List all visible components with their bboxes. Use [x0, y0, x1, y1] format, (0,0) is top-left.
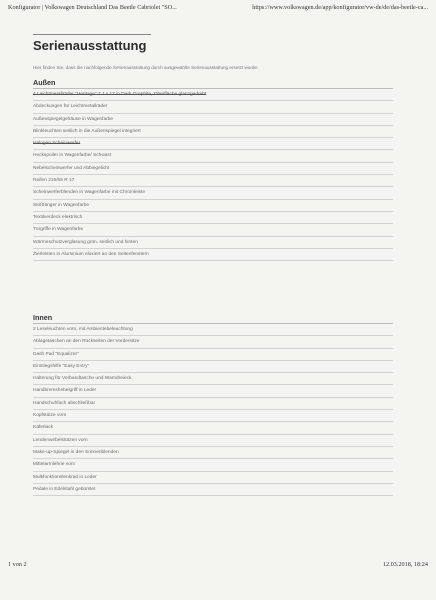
list-item: Wärmeschutzverglasung grün, seitlich und hinten	[33, 237, 393, 249]
page-number: 1 von 2	[8, 561, 27, 568]
page-title: Serienausstattung	[33, 38, 147, 53]
equipment-list	[33, 89, 393, 261]
list-item: Außenspiegelgehäuse in Wagenfarbe	[33, 114, 393, 126]
list-item: Ablagetaschen an den Rückseiten der Vordersitze	[33, 336, 393, 348]
section-heading: Außen	[33, 77, 393, 89]
list-item: Zierleisten in Aluminium eloxiert an den Seitenfenstern	[33, 249, 393, 261]
list-item: Handschuhfach abschließbar	[33, 398, 393, 410]
print-header	[8, 4, 428, 11]
list-item: Stoßfänger in Wagenfarbe	[33, 200, 393, 212]
section-heading: Innen	[33, 312, 393, 324]
list-item: Mittelarmlehne vorn	[33, 459, 393, 471]
list-item: Reifen 215/55 R 17	[33, 175, 393, 187]
title-divider	[33, 34, 151, 35]
print-footer	[8, 561, 428, 568]
list-item: Lendenwirbelstützen vorn	[33, 435, 393, 447]
list-item: Textilverdeck elektrisch	[33, 212, 393, 224]
list-item: Käferlack	[33, 422, 393, 434]
list-item: Abdeckungen für Leichtmetallräder	[33, 101, 393, 113]
equipment-list	[33, 324, 393, 496]
list-item: Multifunktionslenkrad in Leder	[33, 472, 393, 484]
list-item: 4 Leichtmetallräder "Heritage" 7 J x 17 in Dark Graphite, Oberfläche glanzgedreht	[33, 89, 393, 101]
list-item: Einstiegshilfe "Easy Entry"	[33, 361, 393, 373]
list-item: Dash Pad "Equalizer"	[33, 349, 393, 361]
section-innen	[33, 312, 393, 496]
list-item: Heckspoiler in Wagenfarbe/ Schwarz	[33, 150, 393, 162]
print-timestamp: 12.03.2018, 18:24	[382, 561, 428, 568]
list-item: Handbremshebelgriff in Leder	[33, 385, 393, 397]
list-item: Türgriffe in Wagenfarbe	[33, 224, 393, 236]
list-item: 2 Leseleuchten vorn, mit Ambientebeleuchtung	[33, 324, 393, 336]
list-item: Scheinwerferblenden in Wagenfarbe mit Chromleiste	[33, 187, 393, 199]
list-item: Halterung für Verbandtasche und Warndreieck	[33, 373, 393, 385]
list-item: Pedale in Edelstahl gebürstet	[33, 484, 393, 496]
section-aussen	[33, 77, 393, 261]
list-item: Kopfstütze vorn	[33, 410, 393, 422]
list-item: Halogen Scheinwerfer	[33, 138, 393, 150]
list-item: Make-up-Spiegel in den Sonnenblenden	[33, 447, 393, 459]
list-item: Blinkleuchten seitlich in die Außenspiegel integriert	[33, 126, 393, 138]
intro-text: Hier finden Sie, dass die nachfolgende Serienausstattung durch ausgewählte Serienausstattung ersetzt wurde.	[33, 65, 259, 70]
print-header-url: https://www.volkswagen.de/app/konfigurator/vw-de/de/das-beetle-ca...	[252, 4, 428, 11]
list-item: Nebelscheinwerfer und Abbiegelicht	[33, 163, 393, 175]
print-header-title: Konfigurator | Volkswagen Deutschland Das Beetle Cabriolet "SO...	[8, 4, 177, 11]
